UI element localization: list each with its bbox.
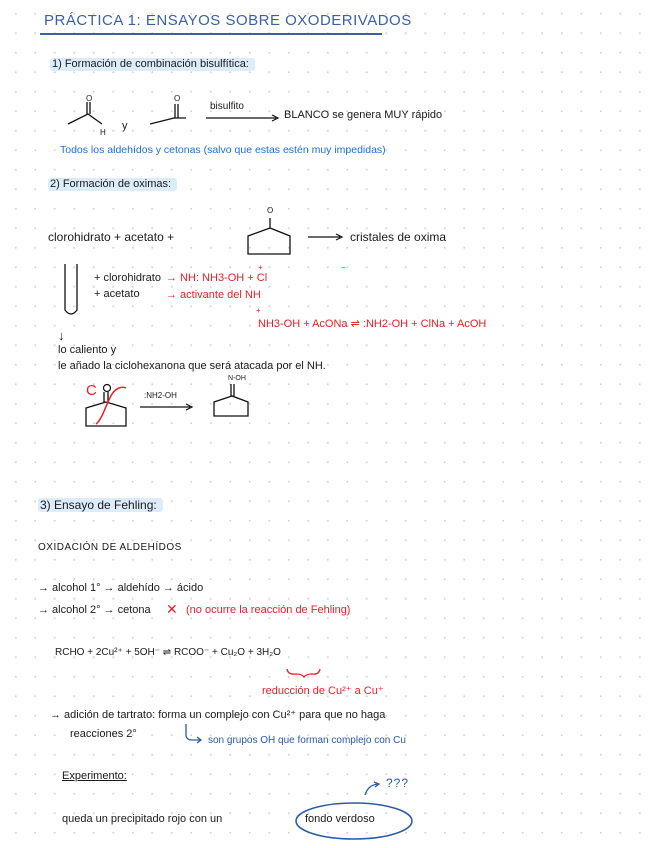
- tartrate-line-1: → adición de tartrato: forma un complejo con Cu²⁺ para que no haga: [50, 709, 386, 721]
- step2-note: → activante del NH: [166, 289, 261, 301]
- tartrate-note: son grupos OH que forman complejo con Cu: [208, 735, 406, 746]
- title-underline: [40, 33, 382, 35]
- ketone-structure: [150, 96, 190, 136]
- step1-label: + clorohidrato: [94, 272, 161, 284]
- mechanism-reagent: :NH2-OH: [144, 391, 177, 400]
- arrow-icon: [308, 233, 348, 241]
- cyclohexanone-structure: [248, 218, 298, 258]
- bisulfite-note: Todos los aldehídos y cetonas (salvo que estas estén muy impedidas): [60, 144, 386, 156]
- highlight-circle: [294, 800, 419, 842]
- aldehyde-h: H: [100, 128, 106, 137]
- oxidation-line-2: → alcohol 2° → cetona: [38, 604, 151, 616]
- oxime-reaction-left: clorohidrato + acetato +: [48, 230, 175, 244]
- charge-minus: −: [341, 263, 346, 272]
- oxime-reaction-right: cristales de oxima: [350, 230, 447, 244]
- bisulfite-result: BLANCO se genera MUY rápido: [284, 109, 443, 121]
- experiment-highlight: fondo verdoso: [305, 813, 375, 825]
- oxime-structure: [214, 384, 254, 420]
- experiment-heading: Experimento:: [62, 770, 127, 782]
- question-marks: ???: [386, 776, 410, 790]
- tartrate-line-2: reacciones 2°: [70, 728, 137, 740]
- mechanism-carbon: C: [86, 382, 97, 399]
- section2-heading: 2) Formación de oximas:: [48, 178, 177, 191]
- step1-note: → NH: NH3-OH + Cl: [166, 272, 268, 284]
- curved-arrow-icon: [184, 724, 204, 744]
- aldehyde-oxygen: O: [86, 94, 93, 103]
- charge-plus: +: [258, 263, 263, 272]
- question-arrow-icon: [364, 782, 384, 796]
- neutralization-equation: NH3-OH + AcONa ⇌ :NH2-OH + ClNa + AcOH: [258, 318, 487, 330]
- charge-plus: +: [256, 306, 261, 315]
- brace-icon: [286, 668, 322, 678]
- procedure-text-2: le añado la ciclohexanona que será atacada por el NH.: [58, 360, 326, 372]
- ketone-oxygen: O: [174, 94, 181, 103]
- oxidation-line-1: → alcohol 1° → aldehído → ácido: [38, 582, 204, 594]
- step2-label: + acetato: [94, 288, 140, 300]
- down-arrow-icon: ↓: [58, 328, 65, 343]
- reagent-bisulfito: bisulfito: [210, 101, 244, 112]
- oxidation-subheading: OXIDACIÓN DE ALDEHÍDOS: [38, 542, 182, 553]
- conjunction-y: y: [122, 120, 128, 132]
- mechanism-cyclohexanone: [86, 384, 136, 430]
- section3-heading: 3) Ensayo de Fehling:: [38, 498, 163, 512]
- procedure-text-1: lo caliento y: [58, 344, 117, 356]
- oxidation-line-2-note: (no ocurre la reacción de Fehling): [186, 604, 351, 616]
- experiment-text: queda un precipitado rojo con un: [62, 813, 223, 825]
- section1-heading: 1) Formación de combinación bisulfítica:: [50, 58, 255, 71]
- arrow-icon: [140, 403, 200, 411]
- cross-icon: ✕: [166, 601, 178, 617]
- fehling-equation: RCHO + 2Cu²⁺ + 5OH⁻ ⇌ RCOO⁻ + Cu₂O + 3H₂O: [55, 647, 281, 658]
- reduction-note: reducción de Cu²⁺ a Cu⁺: [262, 685, 384, 697]
- oxime-n-oh: N-OH: [228, 375, 246, 382]
- cyclohexanone-oxygen: O: [267, 206, 274, 215]
- arrow-icon: [206, 115, 286, 123]
- page-title: PRÁCTICA 1: ENSAYOS SOBRE OXODERIVADOS: [44, 12, 412, 29]
- test-tube-icon: [62, 264, 82, 320]
